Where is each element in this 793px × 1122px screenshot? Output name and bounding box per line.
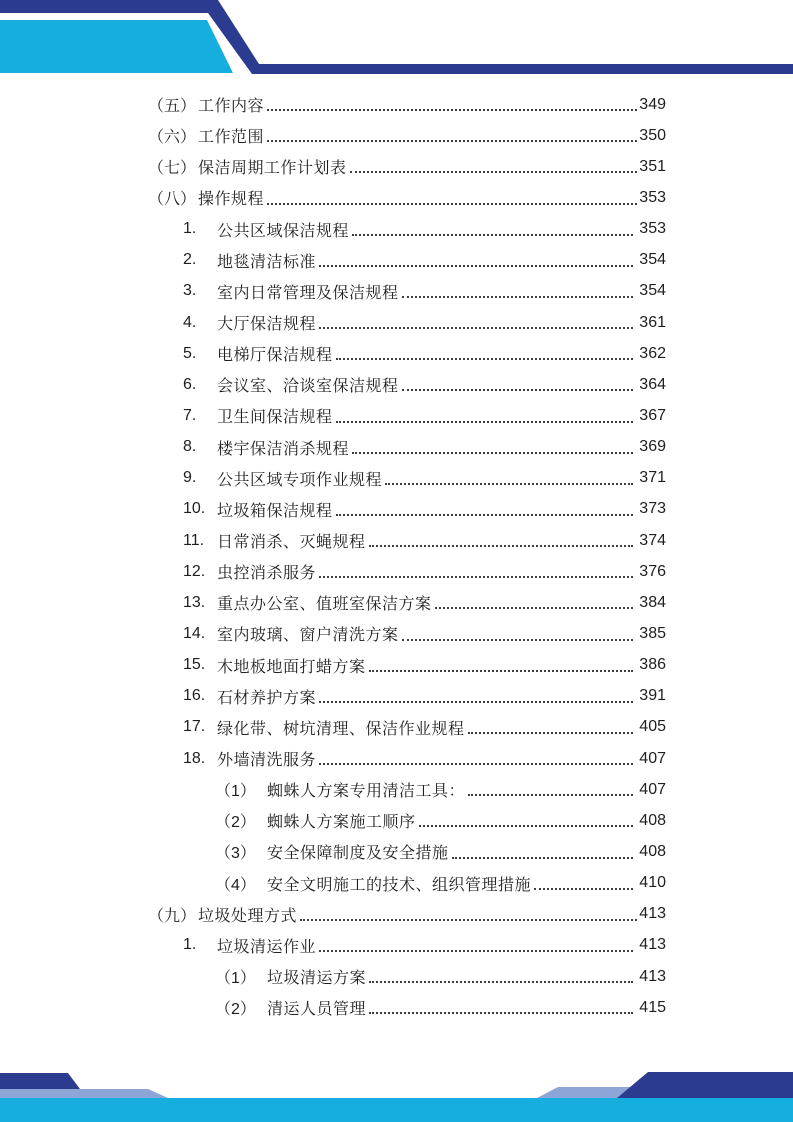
toc-entry-title: 室内玻璃、窗户清洗方案 [217, 627, 399, 645]
toc-entry-title: 垃圾清运方案 [267, 970, 367, 987]
toc-entry-title: 公共区域保洁规程 [217, 222, 350, 240]
dot-leader [350, 171, 638, 173]
toc-entry-number: 16. [183, 687, 206, 705]
toc-entry[interactable] [0, 743, 666, 774]
toc-entry[interactable] [0, 89, 666, 120]
toc-entry[interactable] [0, 182, 666, 213]
toc-entry-title: 蜘蛛人方案施工顺序 [267, 814, 416, 832]
toc-entry-page: 371 [639, 469, 666, 487]
toc-entry-number: 11. [183, 531, 205, 549]
dot-leader [468, 732, 634, 734]
toc-entry[interactable] [0, 681, 666, 712]
toc-entry-page: 384 [639, 593, 666, 611]
dot-leader [369, 981, 633, 983]
toc-entry-title: 虫控消杀服务 [217, 565, 317, 583]
toc-entry-title: 公共区域专项作业规程 [217, 471, 383, 489]
toc-entry-page: 407 [639, 780, 666, 798]
toc-entry-number: （2） [215, 814, 256, 832]
dot-leader [468, 794, 633, 796]
toc-entry[interactable] [0, 930, 666, 961]
toc-entry-number: 6. [183, 375, 197, 393]
dot-leader [402, 389, 634, 391]
toc-entry-number: 5. [183, 344, 197, 362]
toc-entry-page: 364 [639, 375, 666, 393]
toc-entry-number: （2） [215, 1001, 256, 1019]
toc-entry[interactable] [0, 805, 666, 836]
toc-entry-title: 工作内容 [198, 98, 265, 116]
toc-entry-title: 楼宇保洁消杀规程 [217, 440, 350, 458]
toc-entry-title: 安全文明施工的技术、组织管理措施 [267, 876, 532, 894]
toc-entry-title: 室内日常管理及保洁规程 [217, 284, 399, 302]
dot-leader [267, 109, 637, 111]
toc-entry-number: 4. [183, 313, 197, 331]
footer-dark-blue-right [617, 1072, 793, 1098]
toc-entry-title: 垃圾箱保洁规程 [217, 502, 333, 520]
toc-entry-title: 垃圾处理方式 [198, 907, 298, 925]
toc-entry[interactable] [0, 307, 666, 338]
dot-leader [402, 639, 634, 641]
dot-leader [352, 234, 633, 236]
toc-entry-page: 349 [639, 95, 666, 113]
toc-entry[interactable] [0, 836, 666, 867]
toc-entry-title: 垃圾清运作业 [217, 938, 317, 956]
toc-entry-page: 407 [639, 749, 666, 767]
toc-entry[interactable] [0, 369, 666, 400]
dot-leader [369, 670, 634, 672]
toc-entry[interactable] [0, 712, 666, 743]
dot-leader [452, 857, 634, 859]
dot-leader [352, 452, 633, 454]
toc-entry[interactable] [0, 556, 666, 587]
toc-entry-number: 14. [183, 624, 206, 642]
toc-entry-page: 413 [639, 936, 666, 954]
dot-leader [336, 421, 634, 423]
toc-entry-number: （3） [215, 845, 256, 863]
dot-leader [319, 265, 633, 267]
toc-entry-page: 376 [639, 562, 666, 580]
toc-entry-number: 10. [183, 500, 206, 518]
toc-entry[interactable] [0, 214, 666, 245]
toc-entry-page: 369 [639, 438, 666, 456]
toc-entry[interactable] [0, 432, 666, 463]
toc-entry[interactable] [0, 151, 666, 182]
toc-entry-number: 12. [183, 562, 206, 580]
page-header-graphic [0, 0, 793, 80]
toc-entry-page: 410 [639, 874, 666, 892]
dot-leader [385, 483, 633, 485]
toc-entry-page: 362 [639, 344, 666, 362]
footer-dark-blue-left [0, 1073, 80, 1089]
header-cyan-trapezoid [0, 20, 233, 73]
toc-entry-page: 391 [639, 687, 666, 705]
toc-entry[interactable] [0, 338, 666, 369]
toc-entry-page: 405 [639, 718, 666, 736]
toc-entry[interactable] [0, 245, 666, 276]
toc-entry-title: 日常消杀、灭蝇规程 [217, 534, 366, 552]
toc-entry-page: 354 [639, 251, 666, 269]
toc-entry-number: 18. [183, 749, 206, 767]
toc-entry-page: 413 [639, 905, 666, 923]
dot-leader [402, 296, 634, 298]
toc-entry-page: 354 [639, 282, 666, 300]
toc-entry-number: 1. [183, 220, 197, 238]
toc-entry-title: 操作规程 [198, 191, 265, 209]
toc-entry[interactable] [0, 961, 666, 992]
toc-entry-page: 353 [639, 220, 666, 238]
toc-entry-title: 电梯厅保洁规程 [217, 347, 333, 365]
toc-entry[interactable] [0, 120, 666, 151]
toc-entry[interactable] [0, 400, 666, 431]
page-footer-graphic [0, 1072, 793, 1122]
toc-entry-page: 415 [639, 998, 666, 1016]
toc-entry[interactable] [0, 587, 666, 618]
toc-entry-page: 367 [639, 406, 666, 424]
toc-entry-number: （1） [215, 783, 256, 801]
toc-entry-page: 373 [639, 500, 666, 518]
toc-entry-number: （九） [148, 907, 197, 925]
toc-entry-number: （八） [148, 191, 197, 209]
toc-entry-title: 卫生间保洁规程 [217, 409, 333, 427]
toc-entry-number: （4） [215, 876, 256, 894]
toc-entry-title: 外墙清洗服务 [217, 752, 317, 770]
toc-entry-number: 2. [183, 251, 197, 269]
dot-leader [319, 763, 633, 765]
footer-cyan-bar [0, 1098, 793, 1122]
toc-entry-page: 385 [639, 624, 666, 642]
toc-entry-page: 408 [639, 811, 666, 829]
footer-periwinkle-left [0, 1089, 168, 1098]
toc-entry[interactable] [0, 774, 666, 805]
toc-entry-page: 386 [639, 656, 666, 674]
toc-entry-title: 安全保障制度及安全措施 [267, 845, 449, 863]
toc-entry[interactable] [0, 899, 666, 930]
toc-entry-title: 大厅保洁规程 [217, 316, 317, 334]
dot-leader [534, 888, 633, 890]
toc-entry-number: （七） [148, 160, 197, 178]
toc-entry-number: 1. [183, 936, 197, 954]
dot-leader [435, 607, 634, 609]
dot-leader [267, 140, 637, 142]
toc-entry-page: 350 [639, 126, 666, 144]
toc-entry-number: 15. [183, 656, 206, 674]
toc-entry-number: 13. [183, 593, 206, 611]
table-of-contents [0, 89, 793, 1023]
toc-entry-title: 重点办公室、值班室保洁方案 [217, 596, 432, 614]
toc-entry[interactable] [0, 650, 666, 681]
toc-entry-page: 408 [639, 842, 666, 860]
toc-entry-number: 3. [183, 282, 197, 300]
toc-entry-title: 清运人员管理 [267, 1001, 367, 1019]
dot-leader [319, 327, 633, 329]
toc-entry[interactable] [0, 494, 666, 525]
toc-entry-number: （五） [148, 98, 197, 116]
toc-entry[interactable] [0, 276, 666, 307]
toc-entry-title: 木地板地面打蜡方案 [217, 658, 366, 676]
toc-entry[interactable] [0, 868, 666, 899]
dot-leader [319, 950, 633, 952]
toc-entry-number: 7. [183, 406, 197, 424]
toc-entry-title: 绿化带、树坑清理、保洁作业规程 [217, 720, 465, 738]
toc-entry-page: 351 [639, 157, 666, 175]
dot-leader [336, 514, 634, 516]
toc-entry-number: 9. [183, 469, 197, 487]
toc-entry-number: 8. [183, 438, 197, 456]
toc-entry-number: （六） [148, 129, 197, 147]
dot-leader [300, 919, 637, 921]
toc-entry-page: 413 [639, 967, 666, 985]
toc-entry[interactable] [0, 525, 666, 556]
toc-entry-number: 17. [183, 718, 206, 736]
toc-entry-page: 361 [639, 313, 666, 331]
dot-leader [336, 358, 634, 360]
toc-entry[interactable] [0, 992, 666, 1023]
dot-leader [369, 545, 634, 547]
toc-entry[interactable] [0, 463, 666, 494]
toc-entry[interactable] [0, 618, 666, 649]
toc-entry-title: 工作范围 [198, 129, 265, 147]
dot-leader [419, 825, 634, 827]
dot-leader [319, 576, 633, 578]
toc-entry-number: （1） [215, 970, 256, 987]
dot-leader [319, 701, 633, 703]
toc-entry-page: 353 [639, 188, 666, 206]
toc-entry-title: 会议室、洽谈室保洁规程 [217, 378, 399, 396]
toc-entry-page: 374 [639, 531, 666, 549]
toc-entry-title: 蜘蛛人方案专用清洁工具： [267, 783, 466, 801]
toc-entry-title: 石材养护方案 [217, 689, 317, 707]
dot-leader [267, 203, 637, 205]
toc-entry-title: 保洁周期工作计划表 [198, 160, 347, 178]
dot-leader [369, 1012, 633, 1014]
toc-entry-title: 地毯清洁标准 [217, 253, 317, 271]
